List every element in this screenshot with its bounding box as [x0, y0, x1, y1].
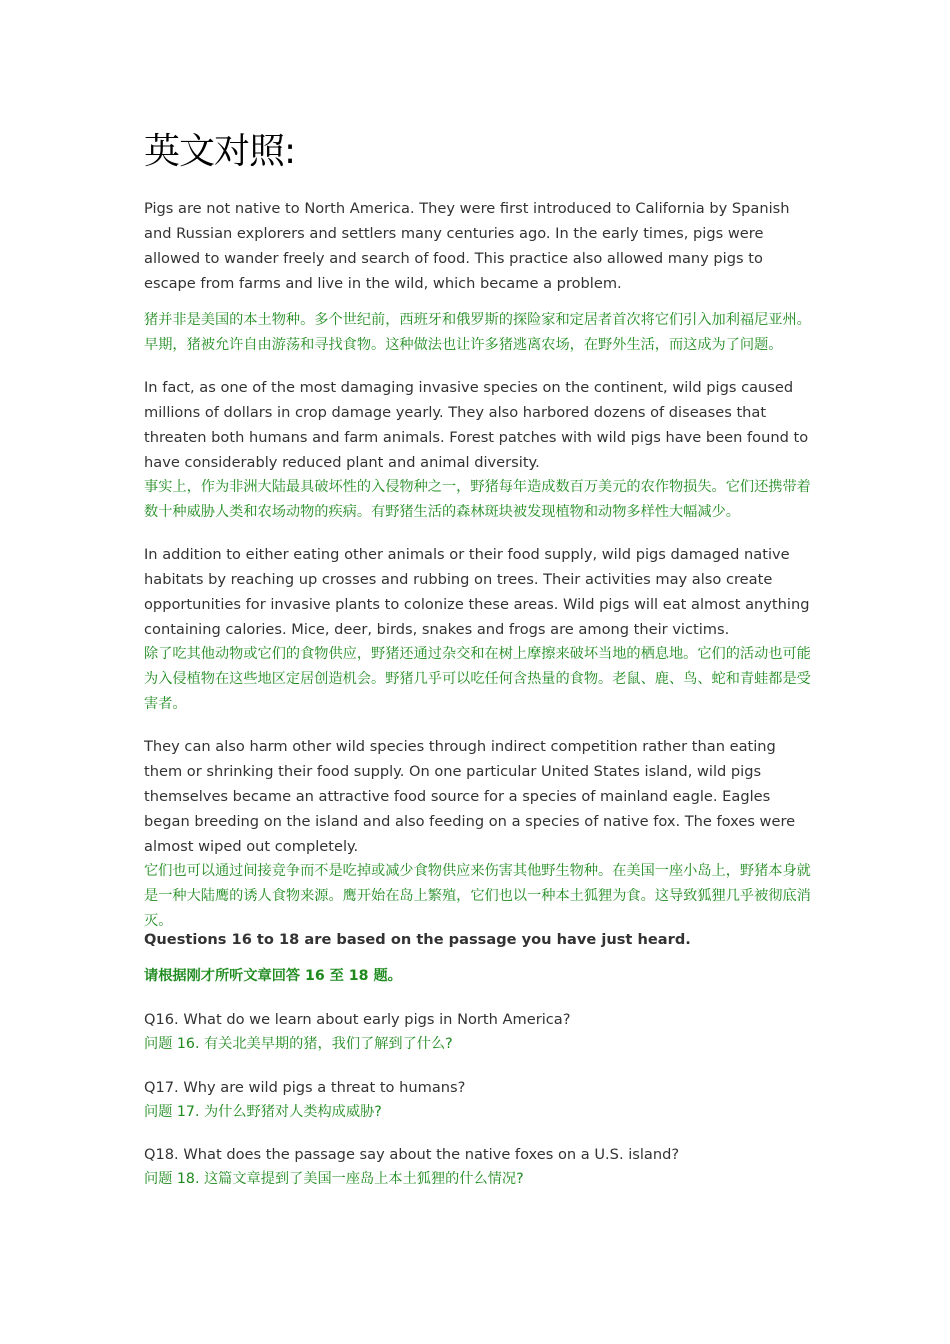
question-18-chinese: 问题 18. 这篇文章提到了美国一座岛上本土狐狸的什么情况?: [144, 1171, 524, 1187]
question-17-chinese: 问题 17. 为什么野猪对人类构成威胁?: [144, 1104, 382, 1120]
paragraph-1: [144, 196, 816, 358]
paragraph-1-english: Pigs are not native to North America. They were first introduced to California by Spanish and Russian explorers and settlers many centuries ago. In the early times, pigs were allowed to wander freely and search of food. This practice also allowed many pigs to escape from farms and live in the wild, which became a problem.: [144, 200, 790, 292]
page-title: 英文对照:: [144, 131, 296, 172]
paragraph-3-chinese: 除了吃其他动物或它们的食物供应，野猪还通过杂交和在树上摩擦来破坏当地的栖息地。它们的活动也可能为入侵植物在这些地区定居创造机会。野猪几乎可以吃任何含热量的食物。老鼠、鹿、鸟、蛇和青蛙都是受害者。: [144, 646, 811, 712]
paragraph-4-english: They can also harm other wild species through indirect competition rather than eating them or shrinking their food supply. On one particular United States island, wild pigs themselves became an attractive food source for a species of mainland eagle. Eagles began breeding on the island and also feeding on a species of native fox. The foxes were almost wiped out completely.: [144, 738, 796, 855]
question-17-english: Q17. Why are wild pigs a threat to humans?: [144, 1079, 466, 1096]
questions-intro-english: Questions 16 to 18 are based on the passage you have just heard.: [144, 931, 691, 948]
paragraph-3: [144, 542, 816, 717]
question-16-english: Q16. What do we learn about early pigs in North America?: [144, 1011, 571, 1028]
questions-intro-chinese: 请根据刚才所听文章回答 16 至 18 题。: [144, 968, 402, 984]
paragraph-2-chinese: 事实上，作为非洲大陆最具破坏性的入侵物种之一，野猪每年造成数百万美元的农作物损失。它们还携带着数十种威胁人类和农场动物的疾病。有野猪生活的森林斑块被发现植物和动物多样性大幅减少。: [144, 479, 811, 520]
paragraph-2: [144, 375, 816, 525]
paragraph-4: [144, 734, 816, 934]
questions-intro: [144, 927, 816, 989]
question-17: [144, 1075, 816, 1125]
paragraph-4-chinese: 它们也可以通过间接竞争而不是吃掉或减少食物供应来伤害其他野生物种。在美国一座小岛上，野猪本身就是一种大陆鹰的诱人食物来源。鹰开始在岛上繁殖，它们也以一种本土狐狸为食。这导致狐狸几乎被彻底消灭。: [144, 863, 811, 929]
question-16-chinese: 问题 16. 有关北美早期的猪，我们了解到了什么?: [144, 1036, 453, 1052]
question-18-english: Q18. What does the passage say about the native foxes on a U.S. island?: [144, 1146, 680, 1163]
question-18: [144, 1142, 816, 1192]
paragraph-2-english: In fact, as one of the most damaging invasive species on the continent, wild pigs caused millions of dollars in crop damage yearly. They also harbored dozens of diseases that threaten both humans and farm animals. Forest patches with wild pigs have been found to have considerably reduced plant and animal diversity.: [144, 379, 809, 471]
paragraph-1-chinese: 猪并非是美国的本土物种。多个世纪前，西班牙和俄罗斯的探险家和定居者首次将它们引入加利福尼亚州。早期，猪被允许自由游荡和寻找食物。这种做法也让许多猪逃离农场，在野外生活，而这成为了问题。: [144, 312, 811, 353]
paragraph-3-english: In addition to either eating other animals or their food supply, wild pigs damaged native habitats by reaching up crosses and rubbing on trees. Their activities may also create opportunities for invasive plants to colonize these areas. Wild pigs will eat almost anything containing calories. Mice, deer, birds, snakes and frogs are among their victims.: [144, 546, 810, 638]
question-16: [144, 1007, 816, 1057]
